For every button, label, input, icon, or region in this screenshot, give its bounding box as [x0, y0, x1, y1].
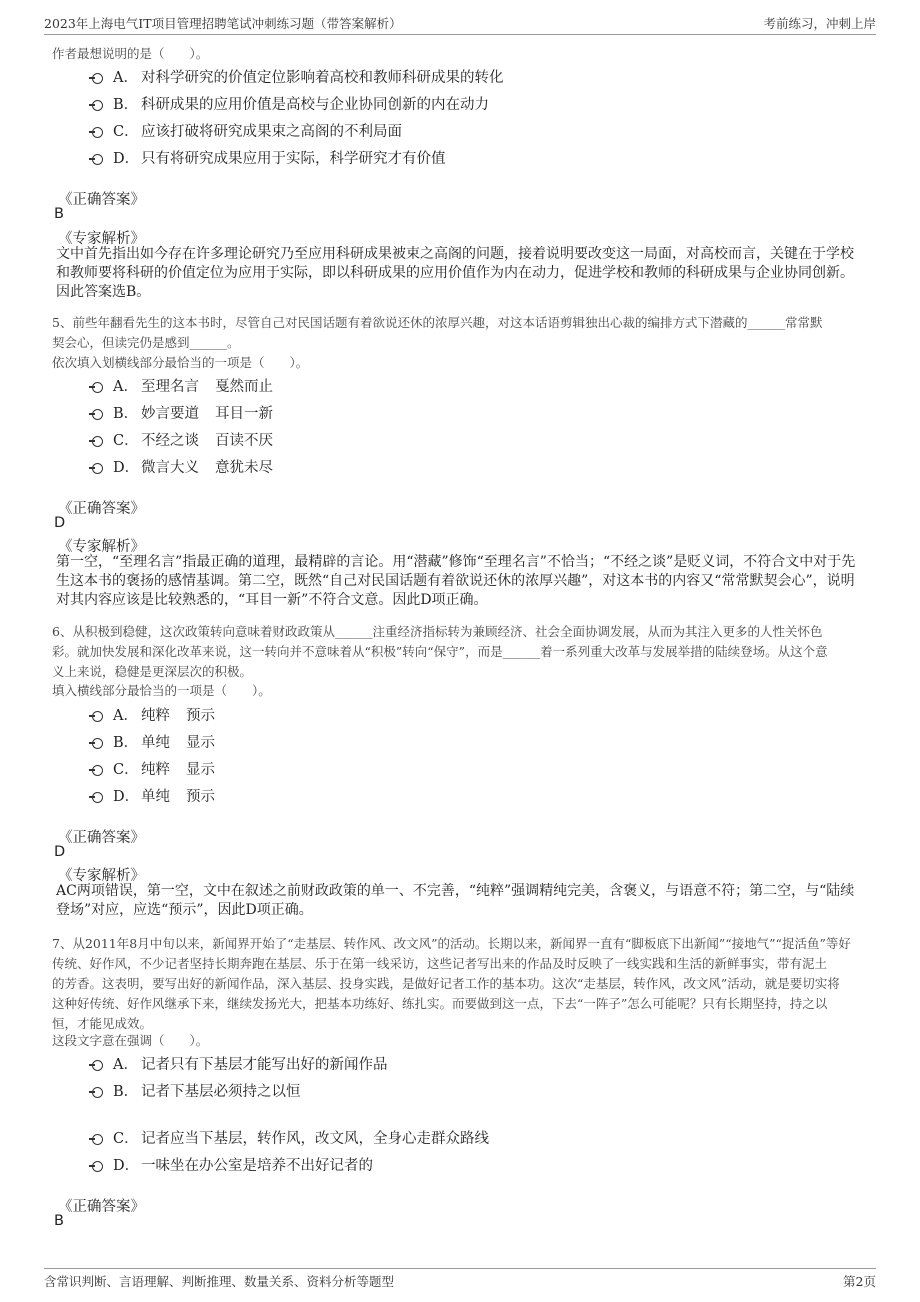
radio-icon[interactable] [92, 1087, 103, 1098]
footer-description: 含常识判断、言语理解、判断推理、数量关系、资料分析等题型 [44, 1274, 395, 1289]
page-footer [44, 1268, 876, 1291]
q5-prompt: 依次填入划横线部分最恰当的一项是（ ）。 [52, 355, 309, 370]
radio-icon[interactable] [92, 765, 103, 776]
q7-stem: 7、从2011年8月中旬以来，新闻界开始了“走基层、转作风、改文风”的活动。长期以来，新闻界一直有“脚板底下出新闻”“接地气”“捉活鱼”等好 传统、好作风，不少记者坚持长期奔跑在基层、乐于在第一线采访，这些记者写出来的作品及时反映了一线实践和生活的新鲜事实，带有泥土 的芳香。这表明，要写出好的新闻作品，深入基层、投身实践，是做好记者工作的基本功。这次“走基层，转作风，改文风”活动，就是要切实将 这种好传统、好作风继承下来，继续发扬光大，把基本功练好、练扎实。而要做到这一点，下去“一阵子”怎么可能呢？只有长期坚持，持之以 恒，才能见成效。 [52, 936, 851, 1031]
q6-option-a[interactable]: A． 纯粹 预示 [92, 704, 215, 725]
q7-prompt: 这段文字意在强调（ ）。 [52, 1033, 209, 1048]
q5-option-c[interactable]: C． 不经之谈 百读不厌 [92, 429, 273, 450]
q7-answer: B [54, 1213, 64, 1229]
page-number: 第2页 [843, 1274, 876, 1289]
q5-answer: D [54, 515, 66, 531]
q6-stem: 6、从积极到稳健，这次政策转向意味着财政政策从______注重经济指标转为兼顾经济、社会全面协调发展，从而为其注入更多的人性关怀色 彩。就加快发展和深化改革来说，这一转向并不意味着从“积极”转向“保守”，而是______着一系列重大改革与发展举措的陆续登场。从这个意 义上来说，稳健是更深层次的积极。 [52, 624, 828, 679]
header-slogan: 考前练习，冲刺上岸 [763, 16, 876, 31]
q7-option-a[interactable]: A． 记者只有下基层才能写出好的新闻作品 [92, 1053, 388, 1074]
q7-option-b[interactable]: B． 记者下基层必须持之以恒 [92, 1080, 301, 1101]
radio-icon[interactable] [92, 1134, 103, 1145]
q4-prompt: 作者最想说明的是（ ）。 [52, 46, 209, 61]
radio-icon[interactable] [92, 436, 103, 447]
q6-prompt: 填入横线部分最恰当的一项是（ ）。 [52, 683, 271, 698]
radio-icon[interactable] [92, 738, 103, 749]
radio-icon[interactable] [92, 100, 103, 111]
radio-icon[interactable] [92, 792, 103, 803]
radio-icon[interactable] [92, 127, 103, 138]
q7-option-d[interactable]: D． 一味坐在办公室是培养不出好记者的 [92, 1154, 373, 1175]
radio-icon[interactable] [92, 382, 103, 393]
q6-analysis-label: 《专家解析》 [58, 868, 145, 884]
radio-icon[interactable] [92, 1161, 103, 1172]
q4-option-c[interactable]: C． 应该打破将研究成果束之高阁的不利局面 [92, 120, 402, 141]
q6-answer-label: 《正确答案》 [58, 830, 145, 846]
q4-answer-label: 《正确答案》 [58, 192, 145, 208]
q7-option-c[interactable]: C． 记者应当下基层，转作风，改文风，全身心走群众路线 [92, 1127, 489, 1148]
q4-option-a[interactable]: A． 对科学研究的价值定位影响着高校和教师科研成果的转化 [92, 66, 504, 87]
q5-analysis: 第一空，“至理名言”指最正确的道理，最精辟的言论。用“潜藏”修饰“至理名言”不恰当；“不经之谈”是贬义词，不符合文中对于先生这本书的褒扬的感情基调。第二空，既然“自己对民国话题有着欲说还休的浓厚兴趣”，对这本书的内容又“常常默契会心”，说明对其内容应该是比较熟悉的，“耳目一新”不符合文意。因此D项正确。 [56, 554, 856, 608]
q4-option-d[interactable]: D． 只有将研究成果应用于实际，科学研究才有价值 [92, 147, 446, 168]
q6-option-d[interactable]: D． 单纯 预示 [92, 785, 215, 806]
q7-answer-label: 《正确答案》 [58, 1199, 145, 1215]
q5-option-d[interactable]: D． 微言大义 意犹未尽 [92, 456, 273, 477]
q5-stem: 5、前些年翻看先生的这本书时，尽管自己对民国话题有着欲说还休的浓厚兴趣，对这本话语剪辑独出心裁的编排方式下潜藏的______常常默 契会心，但读完仍是感到______。 [52, 315, 823, 350]
radio-icon[interactable] [92, 463, 103, 474]
q4-analysis: 文中首先指出如今存在许多理论研究乃至应用科研成果被束之高阁的问题，接着说明要改变这一局面，对高校而言，关键在于学校和教师要将科研的价值定位为应用于实际，即以科研成果的应用价值作为内在动力，促进学校和教师的科研成果与企业协同创新。因此答案选B。 [56, 246, 854, 300]
q5-answer-label: 《正确答案》 [58, 501, 145, 517]
radio-icon[interactable] [92, 1060, 103, 1071]
q6-option-c[interactable]: C． 纯粹 显示 [92, 758, 215, 779]
q5-option-b[interactable]: B． 妙言要道 耳目一新 [92, 402, 273, 423]
radio-icon[interactable] [92, 154, 103, 165]
q6-option-b[interactable]: B． 单纯 显示 [92, 731, 215, 752]
q6-answer: D [54, 844, 66, 860]
q5-option-a[interactable]: A． 至理名言 戛然而止 [92, 375, 273, 396]
radio-icon[interactable] [92, 73, 103, 84]
radio-icon[interactable] [92, 409, 103, 420]
q5-analysis-label: 《专家解析》 [58, 539, 145, 555]
page-header [44, 12, 876, 35]
q4-answer: B [54, 206, 64, 222]
q4-option-b[interactable]: B． 科研成果的应用价值是高校与企业协同创新的内在动力 [92, 93, 489, 114]
radio-icon[interactable] [92, 711, 103, 722]
document-title: 2023年上海电气IT项目管理招聘笔试冲刺练习题（带答案解析） [44, 16, 402, 31]
q4-analysis-label: 《专家解析》 [58, 231, 145, 247]
q6-analysis: AC两项错误，第一空，文中在叙述之前财政政策的单一、不完善，“纯粹”强调精纯完美，含褒义，与语意不符；第二空，与“陆续登场”对应，应选“预示”，因此D项正确。 [56, 883, 855, 918]
